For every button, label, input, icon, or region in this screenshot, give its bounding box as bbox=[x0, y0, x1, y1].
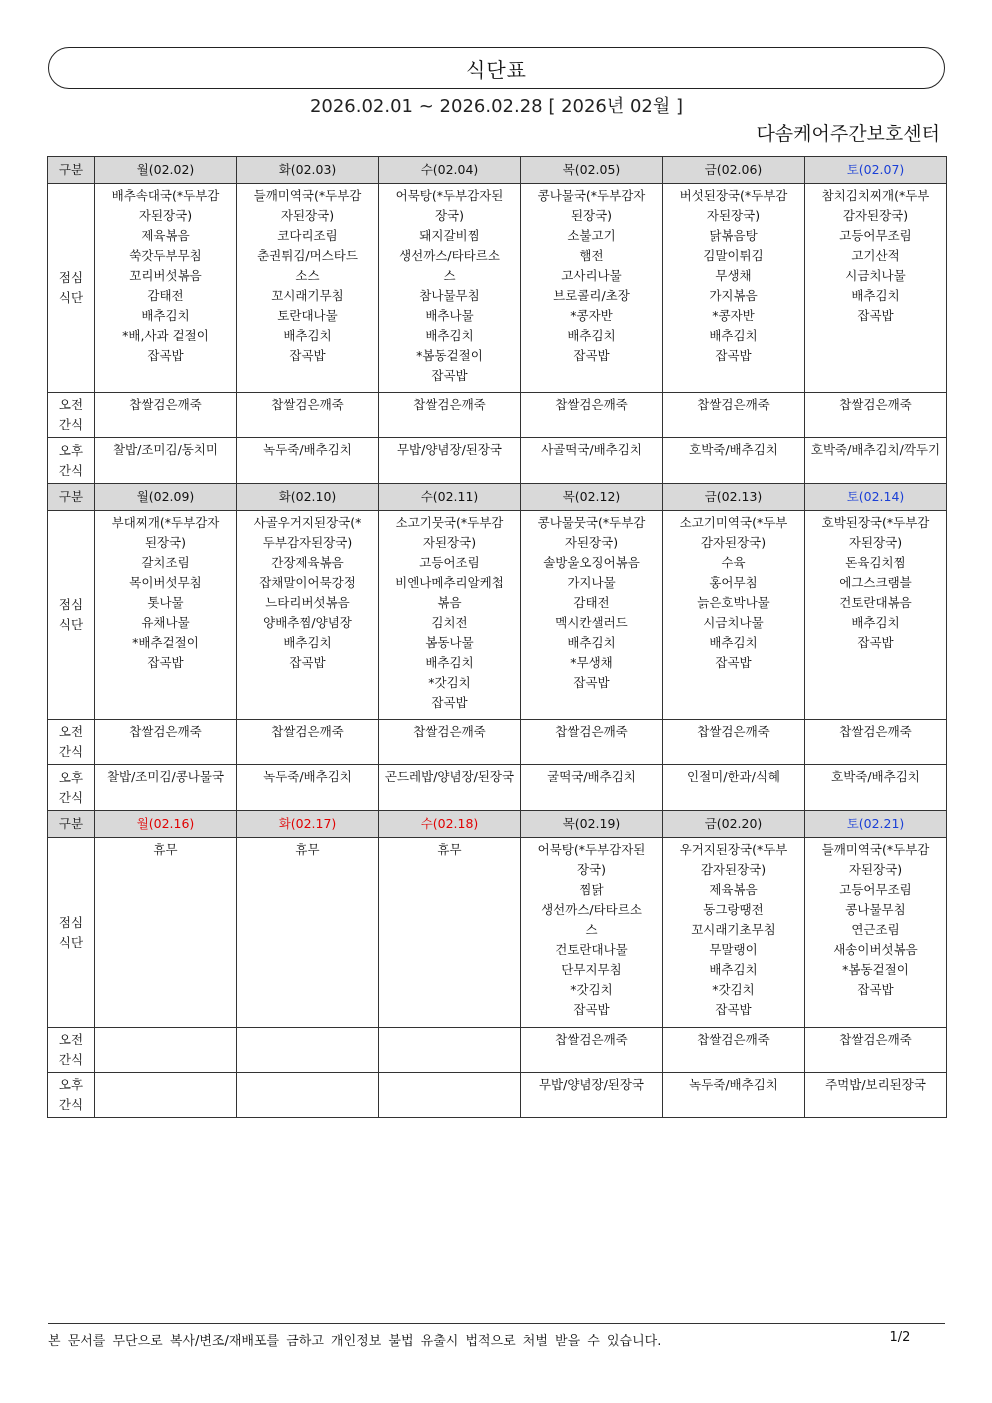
pm-snack-label bbox=[48, 1073, 95, 1118]
lunch-item: 어묵탕(*두부감자된 bbox=[537, 842, 646, 857]
pm-snack-cell: 곤드레밥/양념장/된장국 bbox=[379, 765, 521, 811]
lunch-item: 김치전 bbox=[431, 615, 468, 630]
lunch-item: 햄전 bbox=[579, 248, 604, 263]
page-title bbox=[48, 47, 945, 89]
lunch-item: 늙은호박나물 bbox=[697, 595, 770, 610]
lunch-cell bbox=[95, 184, 237, 393]
am-snack-cell: 찹쌀검은깨죽 bbox=[237, 720, 379, 765]
lunch-item: *무생채 bbox=[570, 655, 613, 670]
period-range: 2026.02.01 ~ 2026.02.28 [ 2026년 02월 ] bbox=[309, 96, 684, 117]
pm-snack-label-text: 오후 bbox=[58, 442, 84, 458]
lunch-item: 잡곡밥 bbox=[289, 655, 326, 670]
week-header-row bbox=[48, 484, 947, 511]
lunch-item: *콩자반 bbox=[712, 308, 755, 323]
lunch-item: 호박된장국(*두부감 bbox=[821, 515, 930, 530]
pm-snack-row bbox=[48, 438, 947, 484]
lunch-cell bbox=[379, 511, 521, 720]
day-date: 화(02.17) bbox=[237, 811, 379, 838]
lunch-item: 배추김치 bbox=[851, 615, 900, 630]
lunch-item: *갓김치 bbox=[712, 982, 755, 997]
lunch-label-text: 점심 bbox=[58, 597, 84, 612]
lunch-item: 배추김치 bbox=[567, 328, 616, 343]
lunch-item: 가지나물 bbox=[567, 575, 616, 590]
lunch-item: 배추김치 bbox=[709, 962, 758, 977]
lunch-item: 소불고기 bbox=[567, 228, 616, 243]
lunch-item: 고등어조림 bbox=[419, 555, 480, 570]
am-snack-cell: 찹쌀검은깨죽 bbox=[379, 393, 521, 438]
lunch-item: 감자된장국) bbox=[700, 535, 767, 550]
lunch-label bbox=[48, 511, 95, 720]
day-date: 화(02.10) bbox=[237, 484, 379, 511]
lunch-item: 참나물무침 bbox=[419, 288, 480, 303]
lunch-cell bbox=[237, 184, 379, 393]
week-header-row bbox=[48, 811, 947, 838]
am-snack-cell: 찹쌀검은깨죽 bbox=[379, 720, 521, 765]
pm-snack-cell: 주먹밥/보리된장국 bbox=[805, 1073, 947, 1118]
lunch-item: 들깨미역국(*두부감 bbox=[821, 842, 930, 857]
day-date: 토(02.14) bbox=[805, 484, 947, 511]
lunch-row bbox=[48, 184, 947, 393]
lunch-item: 봄동나물 bbox=[425, 635, 474, 650]
day-date: 토(02.07) bbox=[805, 157, 947, 184]
lunch-item: 무말랭이 bbox=[709, 942, 758, 957]
pm-snack-label bbox=[48, 765, 95, 811]
lunch-item: 잡곡밥 bbox=[857, 982, 894, 997]
page-number: 1/2 bbox=[889, 1330, 911, 1345]
day-date: 목(02.05) bbox=[521, 157, 663, 184]
lunch-item: 토란대나물 bbox=[277, 308, 338, 323]
lunch-item: 고사리나물 bbox=[561, 268, 622, 283]
lunch-item: *봄동겉절이 bbox=[842, 962, 909, 977]
center-name: 다솜케어주간보호센터 bbox=[756, 123, 940, 145]
lunch-item: 새송이버섯볶음 bbox=[833, 942, 918, 957]
lunch-item: 콩나물뭇국(*두부감 bbox=[537, 515, 646, 530]
lunch-item: 찜닭 bbox=[579, 882, 604, 897]
lunch-item: 감자된장국) bbox=[700, 862, 767, 877]
pm-snack-label-text: 오후 bbox=[58, 769, 84, 785]
lunch-item: 꼬시래기무침 bbox=[271, 288, 344, 303]
lunch-item: 잡곡밥 bbox=[573, 675, 610, 690]
lunch-item: 감태전 bbox=[573, 595, 610, 610]
lunch-item: 콩나물무침 bbox=[845, 902, 906, 917]
lunch-cell bbox=[663, 511, 805, 720]
lunch-item: 소고기미역국(*두부 bbox=[679, 515, 788, 530]
am-snack-cell: 찹쌀검은깨죽 bbox=[237, 393, 379, 438]
lunch-item: 참치김치찌개(*두부 bbox=[821, 188, 930, 203]
am-snack-label-text: 간식 bbox=[58, 1052, 84, 1067]
pm-snack-cell: 무밥/양념장/된장국 bbox=[379, 438, 521, 484]
lunch-item: 쑥갓두부무침 bbox=[129, 248, 202, 263]
menu-table bbox=[47, 156, 947, 1118]
lunch-item: 콩나물국(*두부감자 bbox=[537, 188, 646, 203]
day-date: 수(02.18) bbox=[379, 811, 521, 838]
lunch-item: 가지볶음 bbox=[709, 288, 758, 303]
pm-snack-label-text: 간식 bbox=[58, 789, 84, 805]
pm-snack-cell: 호박죽/배추김치 bbox=[663, 438, 805, 484]
pm-snack-cell: 녹두죽/배추김치 bbox=[663, 1073, 805, 1118]
lunch-item: 김말이튀김 bbox=[703, 248, 764, 263]
lunch-item: 연근조림 bbox=[851, 922, 900, 937]
lunch-label bbox=[48, 184, 95, 393]
lunch-item: 고등어무조림 bbox=[839, 228, 912, 243]
lunch-item: 우거지된장국(*두부 bbox=[679, 842, 788, 857]
day-date: 목(02.19) bbox=[521, 811, 663, 838]
lunch-item: 자된장국) bbox=[564, 535, 619, 550]
lunch-item: 꼬리버섯볶음 bbox=[129, 268, 202, 283]
lunch-item: 유채나물 bbox=[141, 615, 190, 630]
am-snack-cell: 찹쌀검은깨죽 bbox=[95, 393, 237, 438]
am-snack-cell bbox=[237, 1028, 379, 1073]
lunch-item: 배추김치 bbox=[709, 635, 758, 650]
lunch-item: 돈육김치찜 bbox=[845, 555, 906, 570]
lunch-label bbox=[48, 838, 95, 1028]
am-snack-label bbox=[48, 393, 95, 438]
pm-snack-cell: 굴떡국/배추김치 bbox=[521, 765, 663, 811]
lunch-item: 잡곡밥 bbox=[431, 368, 468, 383]
am-snack-cell: 찹쌀검은깨죽 bbox=[663, 720, 805, 765]
lunch-label-text: 식단 bbox=[58, 617, 84, 632]
lunch-item: *갓김치 bbox=[570, 982, 613, 997]
lunch-item: 배추김치 bbox=[283, 328, 332, 343]
lunch-item: 춘권튀김/머스타드 bbox=[257, 248, 358, 263]
lunch-label-text: 점심 bbox=[58, 270, 84, 285]
day-date: 금(02.06) bbox=[663, 157, 805, 184]
am-snack-label bbox=[48, 1028, 95, 1073]
day-date: 월(02.16) bbox=[95, 811, 237, 838]
lunch-cell bbox=[663, 184, 805, 393]
category-label: 구분 bbox=[48, 157, 95, 184]
lunch-item: 감자된장국) bbox=[842, 208, 909, 223]
am-snack-row bbox=[48, 1028, 947, 1073]
lunch-item: 잡곡밥 bbox=[147, 348, 184, 363]
day-date: 수(02.04) bbox=[379, 157, 521, 184]
lunch-item: 어묵탕(*두부감자된 bbox=[395, 188, 504, 203]
category-label: 구분 bbox=[48, 811, 95, 838]
lunch-item: 멕시칸샐러드 bbox=[555, 615, 628, 630]
lunch-item: 잡곡밥 bbox=[147, 655, 184, 670]
lunch-item: 브로콜리/초장 bbox=[553, 288, 630, 303]
lunch-item: 건토란대볶음 bbox=[839, 595, 912, 610]
lunch-item: 동그랑땡전 bbox=[703, 902, 764, 917]
lunch-item: 휴무 bbox=[153, 842, 178, 857]
lunch-item: 잡곡밥 bbox=[857, 308, 894, 323]
lunch-cell bbox=[805, 184, 947, 393]
lunch-cell bbox=[379, 838, 521, 1028]
lunch-item: 코다리조림 bbox=[277, 228, 338, 243]
lunch-item: 간장제육볶음 bbox=[271, 555, 344, 570]
lunch-item: 된장국) bbox=[144, 535, 187, 550]
lunch-row bbox=[48, 838, 947, 1028]
lunch-item: 목이버섯무침 bbox=[129, 575, 202, 590]
day-date: 월(02.02) bbox=[95, 157, 237, 184]
footer-divider bbox=[48, 1323, 945, 1324]
pm-snack-row bbox=[48, 765, 947, 811]
lunch-item: 솔방울오징어볶음 bbox=[543, 555, 640, 570]
lunch-item: 잡채말이어묵강정 bbox=[259, 575, 356, 590]
lunch-cell bbox=[379, 184, 521, 393]
lunch-item: 장국) bbox=[434, 208, 465, 223]
lunch-item: 생선까스/타타르소 bbox=[399, 248, 500, 263]
lunch-item: 배추김치 bbox=[851, 288, 900, 303]
lunch-item: 사골우거지된장국(* bbox=[253, 515, 362, 530]
pm-snack-cell: 호박죽/배추김치/깍두기 bbox=[805, 438, 947, 484]
lunch-item: 무생채 bbox=[715, 268, 752, 283]
lunch-item: 자된장국) bbox=[706, 208, 761, 223]
lunch-item: 단무지무침 bbox=[561, 962, 622, 977]
lunch-item: *봄동겉절이 bbox=[416, 348, 483, 363]
am-snack-label-text: 간식 bbox=[58, 744, 84, 759]
lunch-item: 꼬시래기초무침 bbox=[691, 922, 776, 937]
lunch-item: 잡곡밥 bbox=[715, 1002, 752, 1017]
pm-snack-cell: 찰밥/조미김/콩나물국 bbox=[95, 765, 237, 811]
lunch-item: 장국) bbox=[576, 862, 607, 877]
lunch-item: 제육볶음 bbox=[709, 882, 758, 897]
title-text: 식단표 bbox=[466, 57, 527, 82]
lunch-item: 자된장국) bbox=[422, 535, 477, 550]
day-date: 월(02.09) bbox=[95, 484, 237, 511]
footer-notice: 본 문서를 무단으로 복사/변조/재배포를 금하고 개인정보 불법 유출시 법적으로 처벌 받을 수 있습니다. bbox=[48, 1334, 662, 1349]
lunch-item: 배추김치 bbox=[141, 308, 190, 323]
lunch-item: 잡곡밥 bbox=[573, 1002, 610, 1017]
am-snack-cell: 찹쌀검은깨죽 bbox=[805, 720, 947, 765]
day-date: 수(02.11) bbox=[379, 484, 521, 511]
pm-snack-label-text: 간식 bbox=[58, 1097, 84, 1112]
lunch-item: 배추나물 bbox=[425, 308, 474, 323]
lunch-item: 잡곡밥 bbox=[431, 695, 468, 710]
lunch-item: 볶음 bbox=[437, 595, 462, 610]
lunch-cell bbox=[663, 838, 805, 1028]
lunch-item: 자된장국) bbox=[138, 208, 193, 223]
lunch-item: 배추김치 bbox=[709, 328, 758, 343]
am-snack-cell: 찹쌀검은깨죽 bbox=[521, 1028, 663, 1073]
lunch-item: 닭볶음탕 bbox=[709, 228, 758, 243]
lunch-item: 생선까스/타타르소 bbox=[541, 902, 642, 917]
lunch-item: 두부감자된장국) bbox=[262, 535, 353, 550]
lunch-item: *배,사과 겉절이 bbox=[122, 328, 209, 343]
lunch-item: *콩자반 bbox=[570, 308, 613, 323]
lunch-cell bbox=[95, 511, 237, 720]
lunch-item: 된장국) bbox=[570, 208, 613, 223]
pm-snack-cell: 호박죽/배추김치 bbox=[805, 765, 947, 811]
lunch-item: 홍어무침 bbox=[709, 575, 758, 590]
pm-snack-cell: 인절미/한과/식혜 bbox=[663, 765, 805, 811]
am-snack-cell: 찹쌀검은깨죽 bbox=[521, 393, 663, 438]
pm-snack-cell bbox=[237, 1073, 379, 1118]
week-header-row bbox=[48, 157, 947, 184]
day-date: 금(02.20) bbox=[663, 811, 805, 838]
lunch-item: 배추김치 bbox=[425, 328, 474, 343]
lunch-item: 자된장국) bbox=[848, 862, 903, 877]
lunch-item: 제육볶음 bbox=[141, 228, 190, 243]
pm-snack-cell: 무밥/양념장/된장국 bbox=[521, 1073, 663, 1118]
lunch-item: 에그스크램블 bbox=[839, 575, 912, 590]
am-snack-label-text: 간식 bbox=[58, 417, 84, 432]
lunch-cell bbox=[237, 838, 379, 1028]
lunch-item: 돼지갈비찜 bbox=[419, 228, 480, 243]
lunch-cell bbox=[521, 184, 663, 393]
lunch-item: 시금치나물 bbox=[845, 268, 906, 283]
lunch-item: 잡곡밥 bbox=[573, 348, 610, 363]
lunch-cell bbox=[521, 511, 663, 720]
pm-snack-label-text: 간식 bbox=[58, 462, 84, 478]
am-snack-label-text: 오전 bbox=[58, 724, 84, 739]
lunch-item: *배추겉절이 bbox=[132, 635, 199, 650]
lunch-item: 들깨미역국(*두부감 bbox=[253, 188, 362, 203]
am-snack-cell bbox=[379, 1028, 521, 1073]
am-snack-row bbox=[48, 720, 947, 765]
am-snack-label bbox=[48, 720, 95, 765]
pm-snack-cell bbox=[95, 1073, 237, 1118]
am-snack-cell: 찹쌀검은깨죽 bbox=[805, 393, 947, 438]
lunch-item: 소고기뭇국(*두부감 bbox=[395, 515, 504, 530]
lunch-item: 부대찌개(*두부감자 bbox=[111, 515, 220, 530]
day-date: 화(02.03) bbox=[237, 157, 379, 184]
lunch-cell bbox=[805, 511, 947, 720]
am-snack-label-text: 오전 bbox=[58, 397, 84, 412]
pm-snack-cell: 사골떡국/배추김치 bbox=[521, 438, 663, 484]
day-date: 토(02.21) bbox=[805, 811, 947, 838]
am-snack-cell: 찹쌀검은깨죽 bbox=[521, 720, 663, 765]
lunch-cell bbox=[521, 838, 663, 1028]
lunch-item: 배추김치 bbox=[283, 635, 332, 650]
lunch-item: *갓김치 bbox=[428, 675, 471, 690]
am-snack-cell: 찹쌀검은깨죽 bbox=[663, 1028, 805, 1073]
am-snack-label-text: 오전 bbox=[58, 1032, 84, 1047]
lunch-item: 배추속대국(*두부감 bbox=[111, 188, 220, 203]
lunch-item: 비엔나메추리알케첩 bbox=[395, 575, 504, 590]
pm-snack-row bbox=[48, 1073, 947, 1118]
pm-snack-cell bbox=[379, 1073, 521, 1118]
pm-snack-label bbox=[48, 438, 95, 484]
day-date: 목(02.12) bbox=[521, 484, 663, 511]
lunch-cell bbox=[95, 838, 237, 1028]
lunch-item: 고기산적 bbox=[851, 248, 900, 263]
pm-snack-label-text: 오후 bbox=[58, 1077, 84, 1092]
lunch-item: 자된장국) bbox=[848, 535, 903, 550]
lunch-item: 배추김치 bbox=[425, 655, 474, 670]
lunch-item: 자된장국) bbox=[280, 208, 335, 223]
lunch-item: 휴무 bbox=[295, 842, 320, 857]
lunch-item: 고등어무조림 bbox=[839, 882, 912, 897]
day-date: 금(02.13) bbox=[663, 484, 805, 511]
lunch-item: 소스 bbox=[295, 268, 320, 283]
lunch-cell bbox=[805, 838, 947, 1028]
lunch-item: 잡곡밥 bbox=[857, 635, 894, 650]
am-snack-cell: 찹쌀검은깨죽 bbox=[805, 1028, 947, 1073]
lunch-item: 스 bbox=[443, 268, 456, 283]
am-snack-cell: 찹쌀검은깨죽 bbox=[663, 393, 805, 438]
pm-snack-cell: 녹두죽/배추김치 bbox=[237, 765, 379, 811]
lunch-label-text: 식단 bbox=[58, 290, 84, 305]
lunch-item: 느타리버섯볶음 bbox=[265, 595, 350, 610]
am-snack-row bbox=[48, 393, 947, 438]
lunch-item: 시금치나물 bbox=[703, 615, 764, 630]
lunch-item: 건토란대나물 bbox=[555, 942, 628, 957]
lunch-item: 스 bbox=[585, 922, 598, 937]
lunch-label-text: 점심 bbox=[58, 914, 84, 930]
lunch-row bbox=[48, 511, 947, 720]
lunch-item: 수육 bbox=[721, 555, 746, 570]
lunch-cell bbox=[237, 511, 379, 720]
lunch-item: 잡곡밥 bbox=[715, 655, 752, 670]
lunch-item: 양배추찜/양념장 bbox=[263, 615, 352, 630]
category-label: 구분 bbox=[48, 484, 95, 511]
lunch-item: 잡곡밥 bbox=[715, 348, 752, 363]
lunch-item: 배추김치 bbox=[567, 635, 616, 650]
pm-snack-cell: 녹두죽/배추김치 bbox=[237, 438, 379, 484]
am-snack-cell bbox=[95, 1028, 237, 1073]
am-snack-cell: 찹쌀검은깨죽 bbox=[95, 720, 237, 765]
lunch-item: 잡곡밥 bbox=[289, 348, 326, 363]
pm-snack-cell: 찰밥/조미김/동치미 bbox=[95, 438, 237, 484]
lunch-item: 휴무 bbox=[437, 842, 462, 857]
lunch-item: 톳나물 bbox=[147, 595, 184, 610]
lunch-item: 갈치조림 bbox=[141, 555, 190, 570]
lunch-item: 감태전 bbox=[147, 288, 184, 303]
lunch-item: 버섯된장국(*두부감 bbox=[679, 188, 788, 203]
lunch-label-text: 식단 bbox=[58, 934, 84, 950]
